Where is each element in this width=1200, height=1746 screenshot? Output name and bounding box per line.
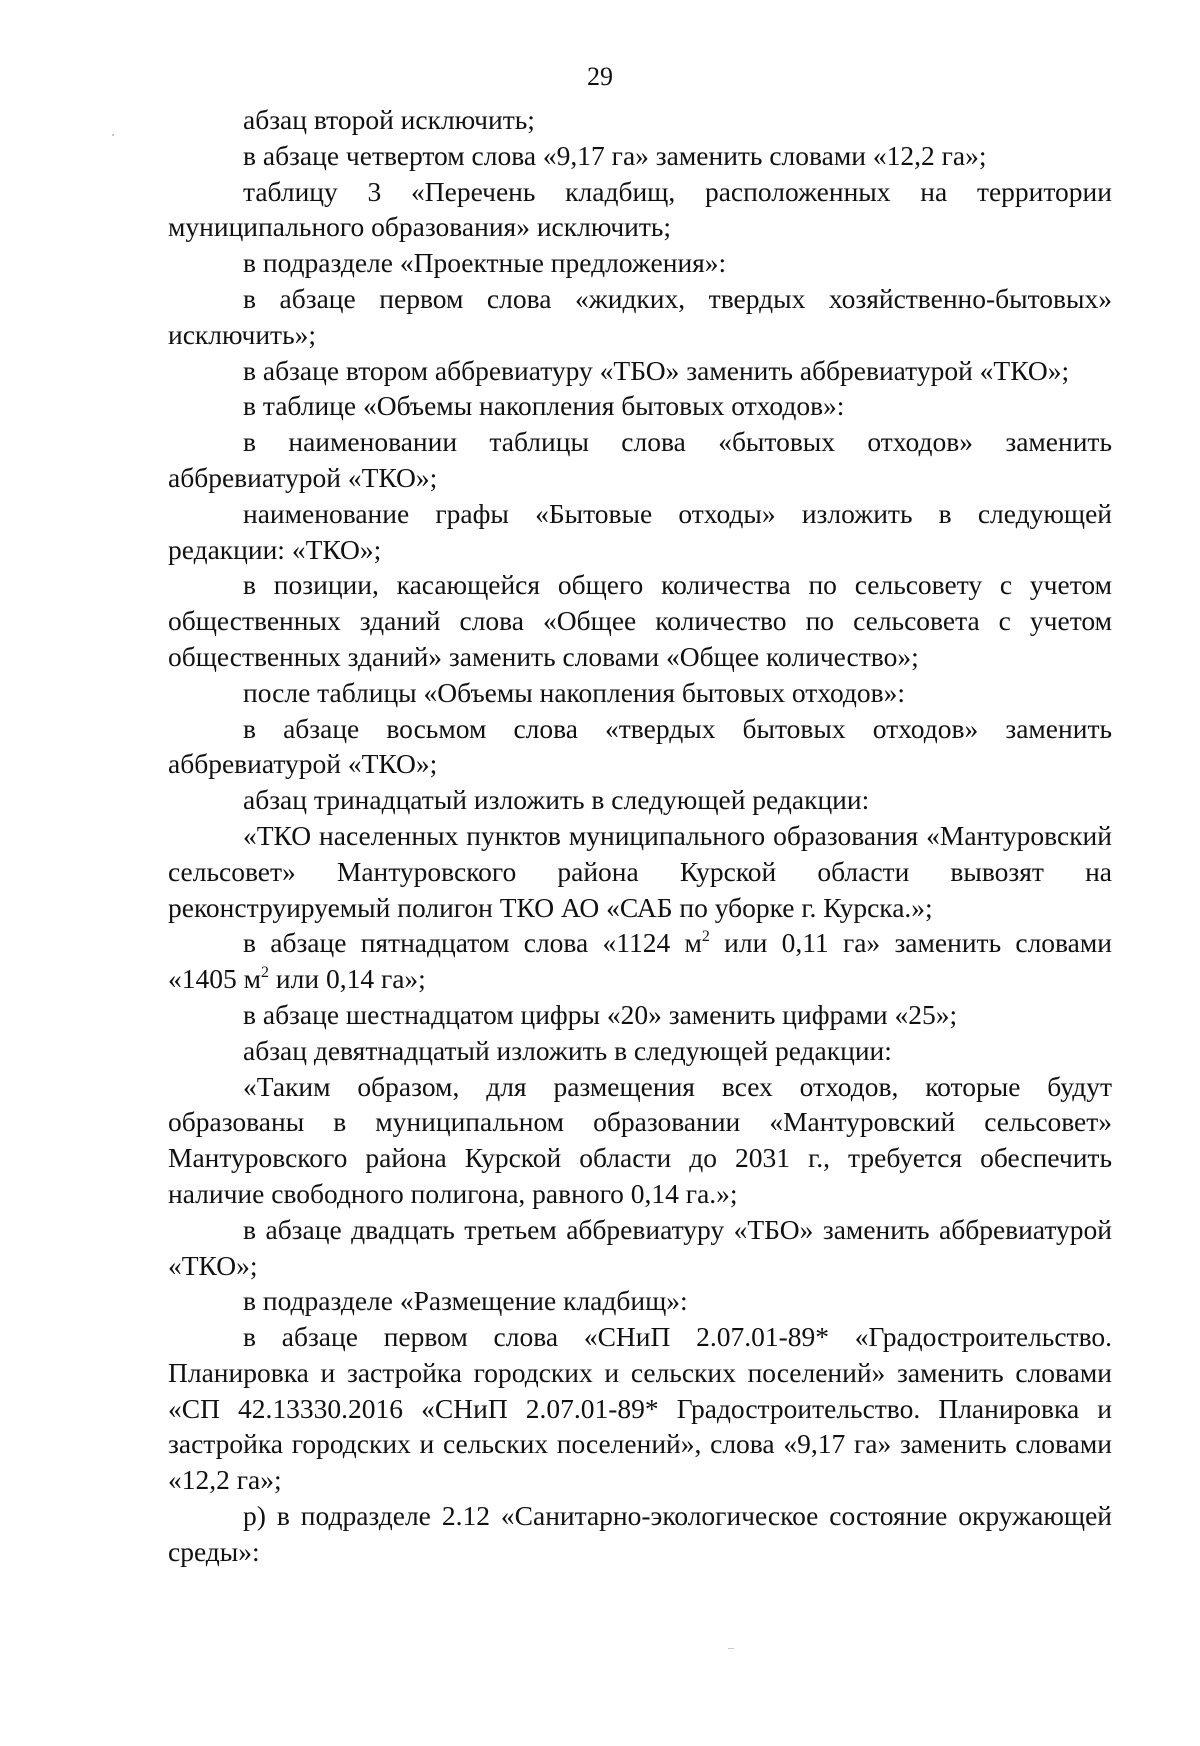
paragraph: абзац второй исключить;	[243, 104, 535, 135]
paragraph: «ТКО населенных пунктов муниципального образования «Мантуровский сельсовет» Мантуровского района Курской области вывозят на реконструируемый полигон ТКО АО «САБ по уборке г. Курска.»;	[168, 819, 1112, 923]
paragraph: р) в подразделе 2.12 «Санитарно-экологическое состояние окружающей среды»:	[168, 1500, 1112, 1567]
paragraph: в абзаце восьмом слова «твердых бытовых отходов» заменить аббревиатурой «ТКО»;	[168, 712, 1112, 780]
paragraph: в абзаце двадцать третьем аббревиатуру «ТБО» заменить аббревиатурой «ТКО»;	[168, 1213, 1112, 1281]
page-number: 29	[587, 62, 613, 91]
paragraph: «Таким образом, для размещения всех отходов, которые будут образованы в муниципальном образовании «Мантуровский сельсовет» Мантуровского района Курской области до 2031 г., требуется обеспечить наличие свободного полигона, равного 0,14 га.»;	[168, 1070, 1112, 1209]
document-body	[168, 102, 1112, 1570]
paragraph: в подразделе «Проектные предложения»:	[243, 247, 727, 279]
paragraph: абзац тринадцатый изложить в следующей редакции:	[243, 784, 870, 816]
paragraph-text: в абзаце пятнадцатом слова «1124 м	[243, 927, 702, 959]
paragraph: в наименовании таблицы слова «бытовых отходов» заменить аббревиатурой «ТКО»;	[168, 426, 1112, 493]
paragraph: в абзаце шестнадцатом цифры «20» заменить цифрами «25»;	[243, 998, 958, 1030]
scan-speck	[112, 134, 114, 136]
paragraph: в абзаце втором аббревиатуру «ТБО» заменить аббревиатурой «ТКО»;	[243, 354, 1070, 386]
paragraph: таблицу 3 «Перечень кладбищ, расположенных на территории муниципального образования» исключить;	[168, 175, 1112, 243]
paragraph-text: или 0,11 га» заменить словами «1405 м	[168, 927, 1112, 995]
scan-speck	[728, 1648, 734, 1649]
paragraph-text: или 0,14 га»;	[269, 963, 426, 995]
paragraph: в подразделе «Размещение кладбищ»:	[243, 1285, 688, 1317]
superscript: 2	[701, 928, 710, 946]
paragraph: после таблицы «Объемы накопления бытовых отходов»:	[243, 676, 906, 708]
paragraph-with-superscripts	[168, 925, 1112, 997]
paragraph: в таблице «Объемы накопления бытовых отходов»:	[243, 390, 845, 422]
superscript: 2	[261, 964, 270, 982]
paragraph: в абзаце первом слова «СНиП 2.07.01-89* «Градостроительство. Планировка и застройка городских и сельских поселений» заменить словами «СП 42.13330.2016 «СНиП 2.07.01-89* Градостроительство. Планировка и застройка городских и сельских поселений», слова «9,17 га» заменить словами «12,2 га»;	[168, 1321, 1112, 1496]
paragraph: в позиции, касающейся общего количества по сельсовету с учетом общественных зданий слова «Общее количество по сельсовета с учетом общественных зданий» заменить словами «Общее количество»;	[168, 569, 1112, 672]
paragraph: в абзаце первом слова «жидких, твердых хозяйственно-бытовых» исключить»;	[168, 282, 1112, 350]
paragraph: наименование графы «Бытовые отходы» изложить в следующей редакции: «ТКО»;	[168, 497, 1112, 565]
paragraph: абзац девятнадцатый изложить в следующей редакции:	[243, 1034, 892, 1066]
paragraph: в абзаце четвертом слова «9,17 га» заменить словами «12,2 га»;	[243, 139, 987, 171]
